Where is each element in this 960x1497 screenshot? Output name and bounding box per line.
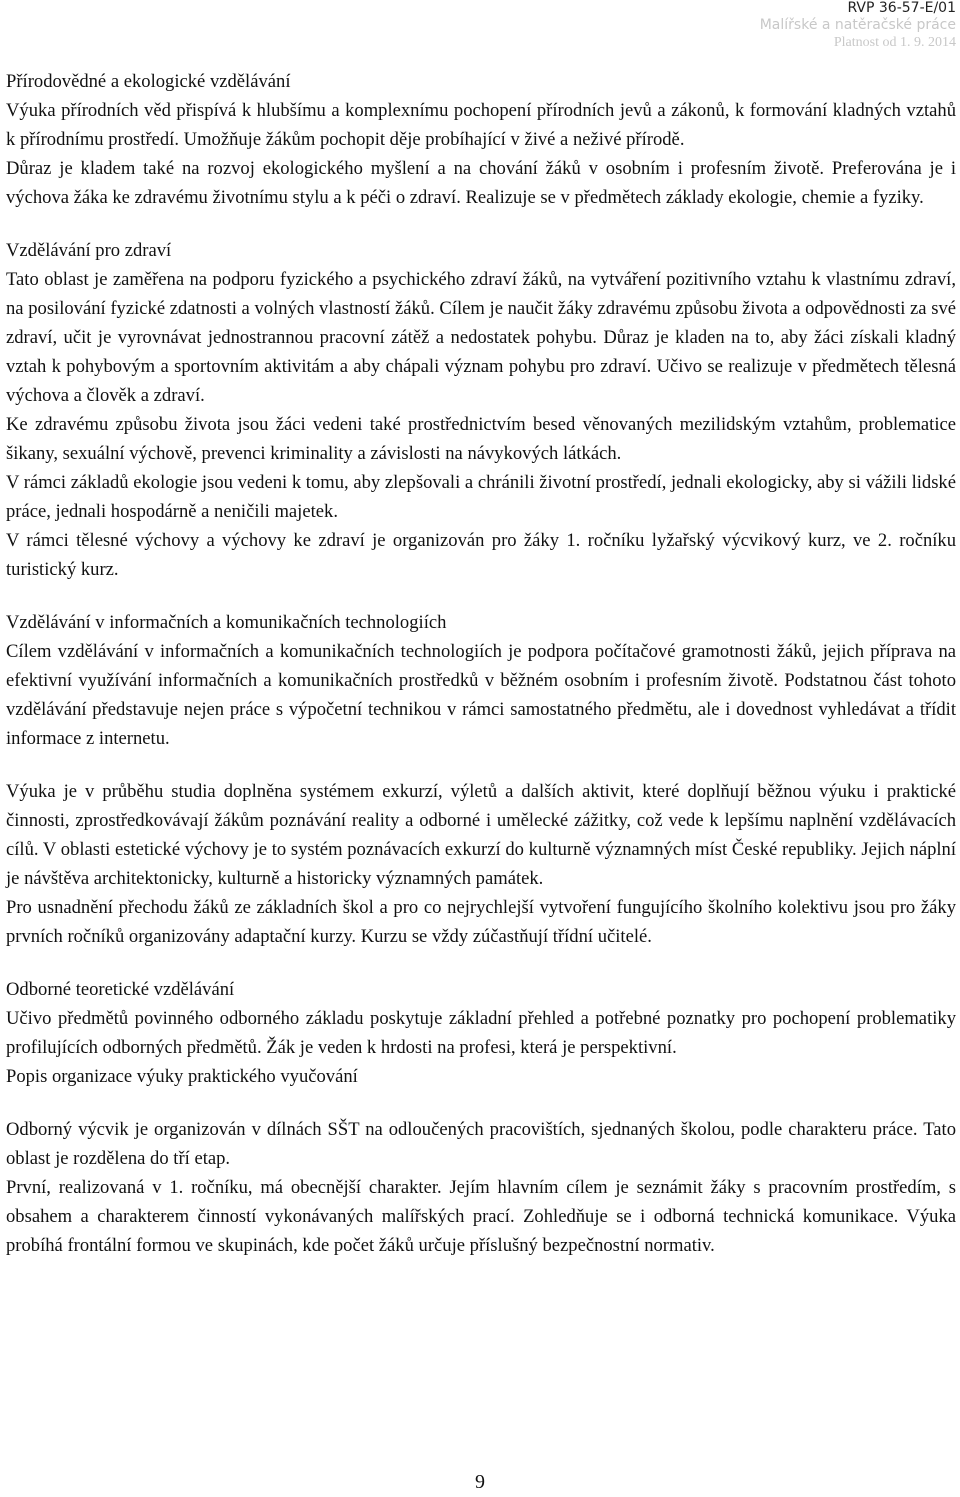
paragraph: Výuka přírodních věd přispívá k hlubšímu a komplexnímu pochopení přírodních jevů a zákonů, k formování kladných vztahů k přírodnímu prostředí. Umožňuje žákům pochopit děje probíhající v živé a neživé přírodě. bbox=[6, 100, 956, 150]
paragraph: Ke zdravému způsobu života jsou žáci vedeni také prostřednictvím besed věnovaných mezilidským vztahům, problematice šikany, sexuální výchově, prevenci kriminality a závislosti na návykových látkách. bbox=[6, 414, 956, 464]
section-heading: Popis organizace výuky praktického vyučování bbox=[6, 1066, 358, 1087]
page-header bbox=[760, 0, 956, 51]
paragraph: Pro usnadnění přechodu žáků ze základních škol a pro co nejrychlejší vytvoření fungujícího školního kolektivu jsou pro žáky prvních ročníků organizovány adaptační kurzy. Kurzu se vždy zúčastňují třídní učitelé. bbox=[6, 897, 956, 947]
section-theory bbox=[6, 975, 956, 1091]
paragraph: Výuka je v průběhu studia doplněna systémem exkurzí, výletů a dalších aktivit, které doplňují běžnou výuku i praktické činnosti, zprostředkovávají žákům poznávání reality a odborné i umělecké zážitky, což vede k lepšímu naplnění vzdělávacích cílů. V oblasti estetické výchovy je to systém poznávacích exkurzí do kulturně významných míst České republiky. Jejich náplní je návštěva architektonicky, kulturně a historicky významných památek. bbox=[6, 781, 956, 889]
section-heading: Přírodovědné a ekologické vzdělávání bbox=[6, 71, 291, 92]
field-name: Malířské a natěračské práce bbox=[759, 17, 956, 33]
paragraph: Cílem vzdělávání v informačních a komunikačních technologiích je podpora počítačové gramotnosti žáků, jejich příprava na efektivní využívání informačních a komunikačních prostředků v běžném osobním i profesním životě. Podstatnou část tohoto vzdělávání představuje nejen práce s výpočetní technikou v rámci samostatného předmětu, ale i dovednost vyhledávat a třídit informace z internetu. bbox=[6, 641, 956, 749]
paragraph: V rámci tělesné výchovy a výchovy ke zdraví je organizován pro žáky 1. ročníku lyžařský výcvikový kurz, ve 2. ročníku turistický kurz. bbox=[6, 530, 956, 580]
page-number: 9 bbox=[475, 1471, 485, 1493]
document-body bbox=[6, 67, 956, 1260]
paragraph: Důraz je kladem také na rozvoj ekologického myšlení a na chování žáků v osobním i profesním životě. Preferována je i výchova žáka ke zdravému životnímu stylu a k péči o zdraví. Realizuje se v předmětech základy ekologie, chemie a fyziky. bbox=[6, 158, 956, 208]
section-excursions bbox=[6, 777, 956, 951]
paragraph: Učivo předmětů povinného odborného základu poskytuje základní přehled a potřebné poznatky pro pochopení problematiky profilujících odborných předmětů. Žák je veden k hrdosti na profesi, která je perspektivní. bbox=[6, 1008, 956, 1058]
section-science bbox=[6, 67, 956, 212]
section-health bbox=[6, 236, 956, 584]
section-heading: Vzdělávání v informačních a komunikačních technologiích bbox=[6, 612, 447, 633]
section-heading: Vzdělávání pro zdraví bbox=[6, 240, 172, 261]
section-ict bbox=[6, 608, 956, 753]
section-practical bbox=[6, 1115, 956, 1260]
paragraph: Tato oblast je zaměřena na podporu fyzického a psychického zdraví žáků, na vytváření pozitivního vztahu k vlastnímu zdraví, na posilování fyzické zdatnosti a volných vlastností žáků. Cílem je naučit žáky zdravému způsobu života a odpovědnosti za své zdraví, učit je vyrovnávat jednostrannou pracovní zátěž a nedostatek pohybu. Důraz je kladen na to, aby žáci získali kladný vztah k pohybovým a sportovním aktivitám a aby chápali význam pohybu pro zdraví. Učivo se realizuje v předmětech tělesná výchova a člověk a zdraví. bbox=[6, 269, 956, 406]
section-heading: Odborné teoretické vzdělávání bbox=[6, 979, 235, 1000]
paragraph: V rámci základů ekologie jsou vedeni k tomu, aby zlepšovali a chránili životní prostředí, jednali ekologicky, aby si vážili lidské práce, jednali hospodárně a neničili majetek. bbox=[6, 472, 956, 522]
validity-date: Platnost od 1. 9. 2014 bbox=[833, 35, 956, 50]
document-code: RVP 36-57-E/01 bbox=[847, 0, 956, 16]
paragraph: První, realizovaná v 1. ročníku, má obecnější charakter. Jejím hlavním cílem je seznámit žáky s pracovním prostředím, s obsahem a charakterem činností vykonávaných malířských prací. Zohledňuje se i odborná technická komunikace. Výuka probíhá frontální formou ve skupinách, kde počet žáků určuje příslušný bezpečnostní normativ. bbox=[6, 1177, 956, 1256]
paragraph: Odborný výcvik je organizován v dílnách SŠT na odloučených pracovištích, sjednaných školou, podle charakteru práce. Tato oblast je rozdělena do tří etap. bbox=[6, 1119, 956, 1169]
